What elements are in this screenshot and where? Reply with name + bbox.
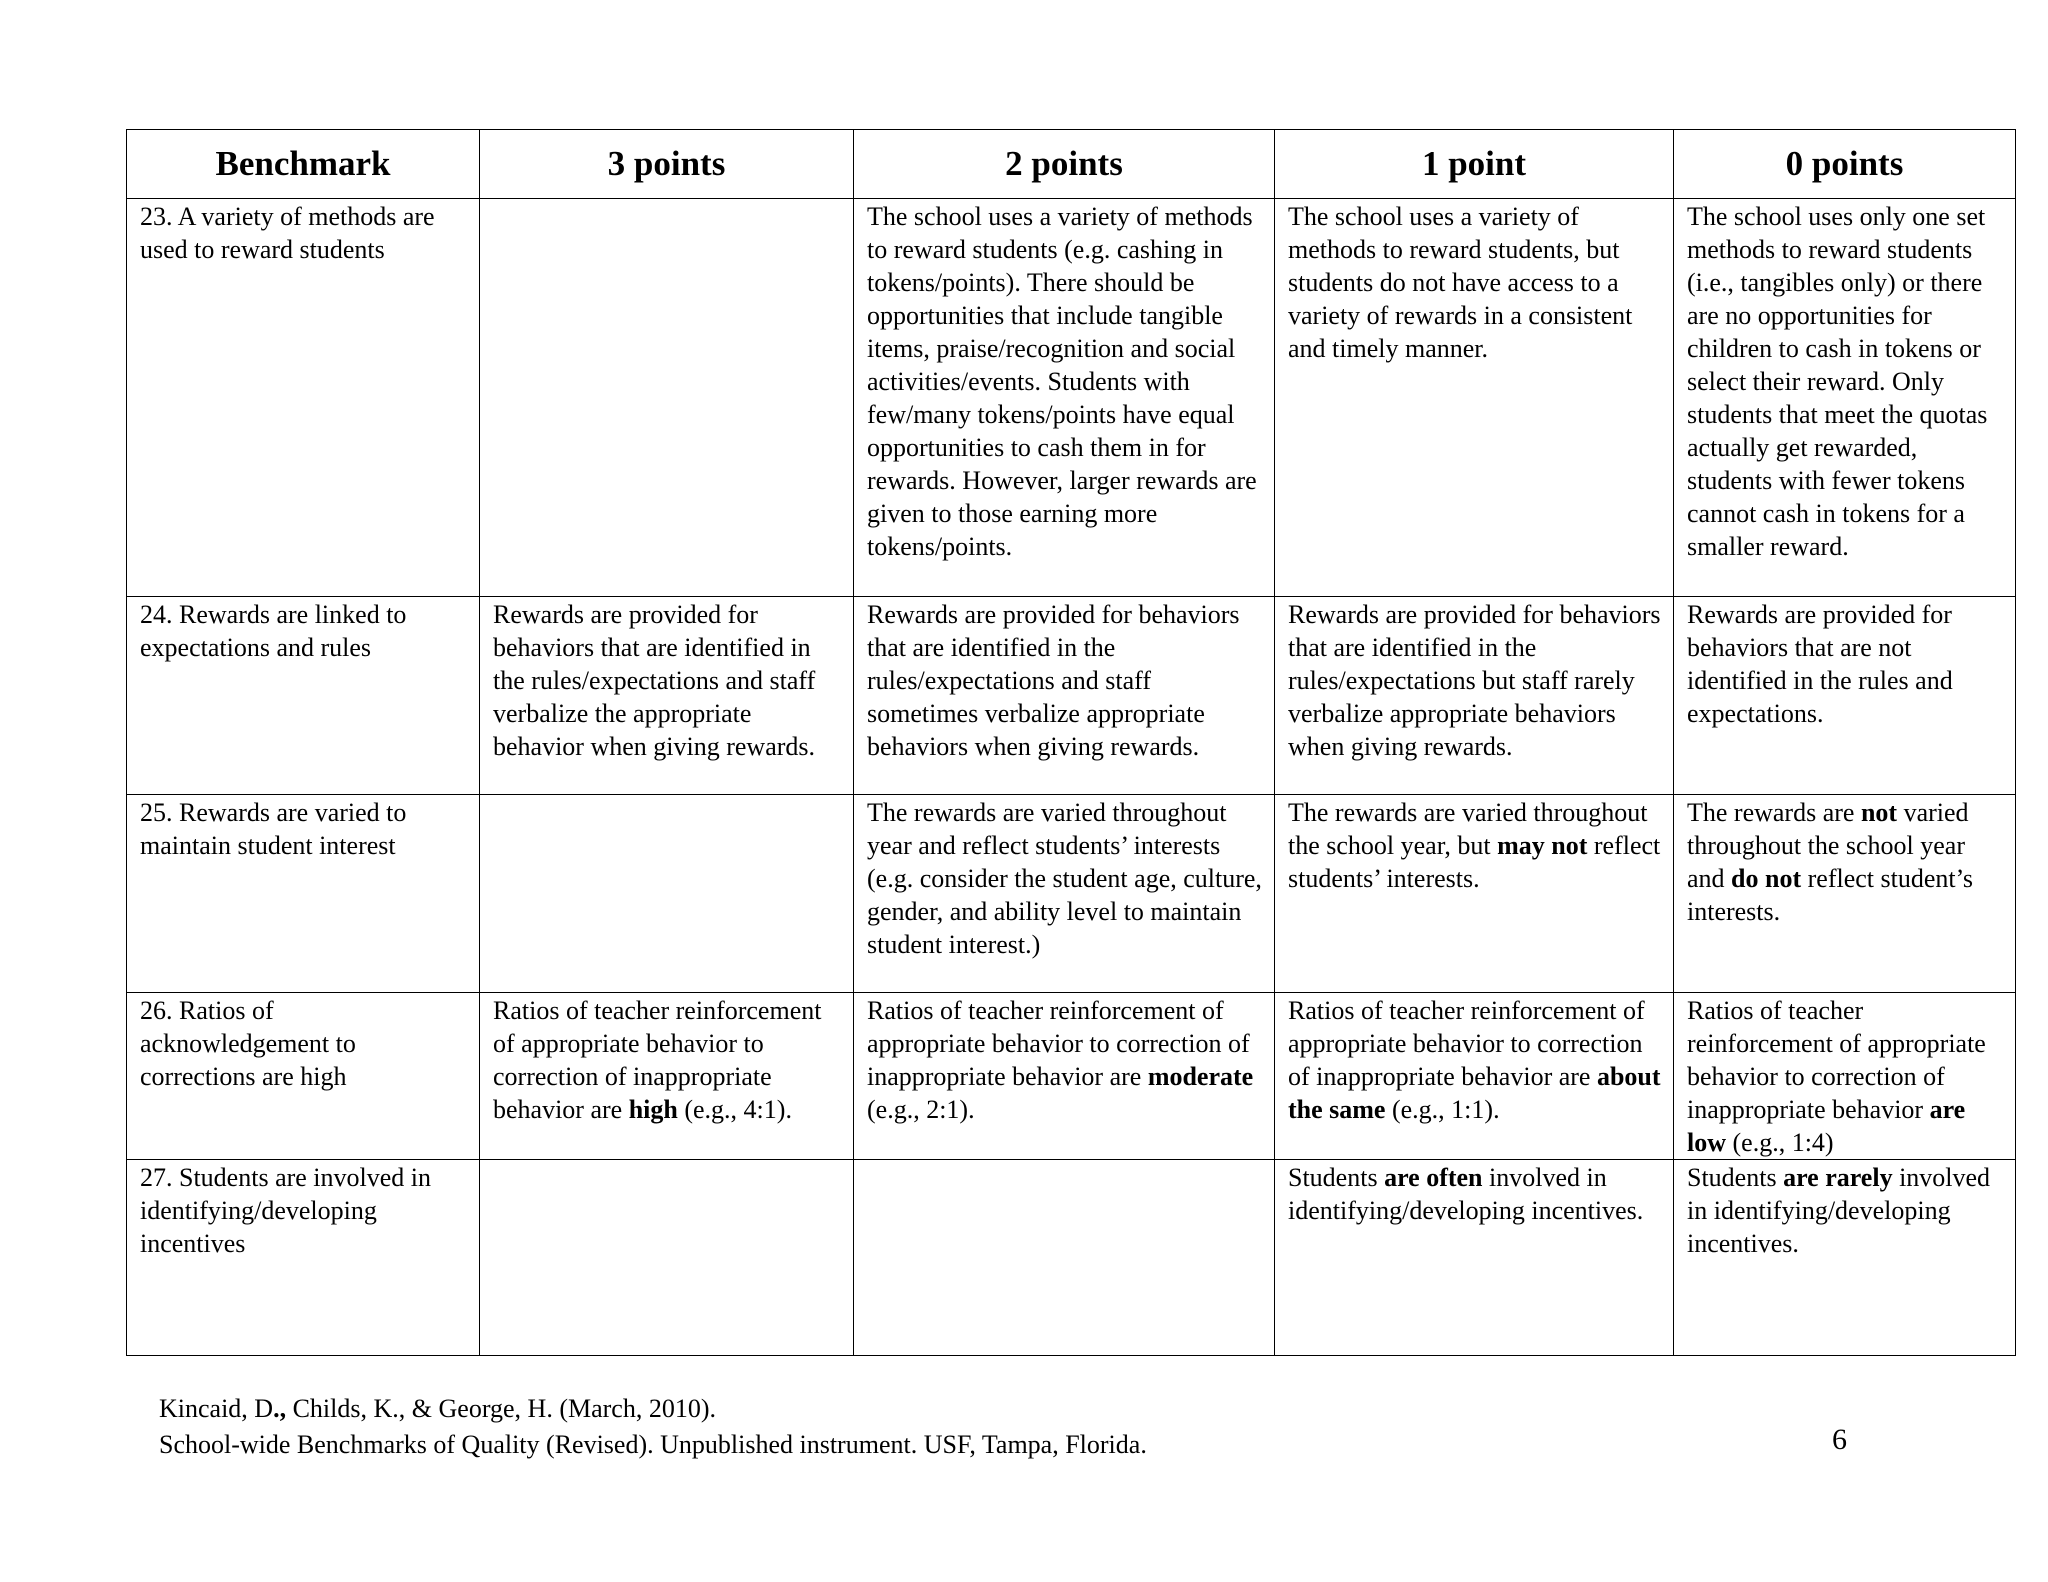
- cell-2-points: [854, 597, 1275, 795]
- cell-benchmark: [127, 199, 480, 597]
- citation-author: Kincaid, D: [159, 1394, 274, 1423]
- header-row: [127, 130, 2016, 199]
- header-3-points: 3 points: [480, 130, 854, 199]
- cell-text: involved in identifying/developing incentives.: [1288, 1163, 1644, 1225]
- cell-0-points: [1674, 1160, 2016, 1356]
- bold-text: not: [1860, 798, 1898, 827]
- header-1-point: 1 point: [1275, 130, 1674, 199]
- cell-text: Rewards are provided for behaviors that are identified in the rules/expectations but staff rarely verbalize appropriate behaviors when giving rewards.: [1288, 600, 1661, 761]
- cell-1-point: [1275, 1160, 1674, 1356]
- cell-3-points: [480, 795, 854, 993]
- citation-punct: .,: [273, 1394, 287, 1423]
- cell-text: Students: [1288, 1163, 1385, 1192]
- cell-text: The school uses only one set methods to reward students (i.e., tangibles only) or there are no opportunities for children to cash in tokens or select their reward. Only students that meet the quotas actually get rewarded, students with fewer tokens cannot cash in tokens for a smaller reward.: [1687, 202, 1988, 561]
- cell-text: (e.g., 1:4): [1726, 1128, 1834, 1157]
- table-row: [127, 795, 2016, 993]
- cell-1-point: [1275, 993, 1674, 1160]
- cell-text: Rewards are provided for behaviors that are identified in the rules/expectations and staff verbalize the appropriate behavior when giving rewards.: [493, 600, 816, 761]
- cell-benchmark: [127, 1160, 480, 1356]
- cell-text: (e.g., 2:1).: [867, 1095, 975, 1124]
- cell-text: The school uses a variety of methods to reward students, but students do not have access to a variety of rewards in a consistent and timely manner.: [1288, 202, 1633, 363]
- table-row: [127, 993, 2016, 1160]
- cell-text: Ratios of teacher reinforcement of appropriate behavior to correction of inappropriate behavior are: [493, 996, 822, 1124]
- cell-3-points: [480, 199, 854, 597]
- cell-text: Ratios of teacher reinforcement of appropriate behavior to correction of inappropriate behavior are: [867, 996, 1250, 1091]
- cell-benchmark: [127, 993, 480, 1160]
- bold-text: are rarely: [1783, 1163, 1893, 1192]
- cell-0-points: [1674, 199, 2016, 597]
- citation-rest: Childs, K., & George, H. (March, 2010).: [286, 1394, 716, 1423]
- cell-text: (e.g., 1:1).: [1385, 1095, 1500, 1124]
- cell-text: involved in identifying/developing incentives.: [1687, 1163, 1991, 1258]
- cell-text: Students: [1687, 1163, 1784, 1192]
- cell-text: 27. Students are involved in identifying/developing incentives: [140, 1163, 432, 1258]
- cell-text: 25. Rewards are varied to maintain student interest: [140, 798, 407, 860]
- citation: [159, 1391, 1147, 1463]
- cell-text: Ratios of teacher reinforcement of appropriate behavior to correction of inappropriate behavior: [1687, 996, 1986, 1124]
- cell-text: 23. A variety of methods are used to reward students: [140, 202, 435, 264]
- cell-2-points: [854, 993, 1275, 1160]
- cell-2-points: [854, 1160, 1275, 1356]
- cell-text: varied throughout the school year and: [1687, 798, 1969, 893]
- cell-0-points: [1674, 993, 2016, 1160]
- cell-text: The rewards are: [1687, 798, 1861, 827]
- cell-2-points: [854, 199, 1275, 597]
- cell-text: The school uses a variety of methods to reward students (e.g. cashing in tokens/points). There should be opportunities that include tangible items, praise/recognition and social activities/events. Students with few/many tokens/points have equal opportunities to cash them in for rewards. However, larger rewards are given to those earning more tokens/points.: [867, 202, 1257, 561]
- cell-benchmark: [127, 597, 480, 795]
- bold-text: are often: [1384, 1163, 1483, 1192]
- cell-3-points: [480, 993, 854, 1160]
- cell-text: The rewards are varied throughout year and reflect students’ interests (e.g. consider the student age, culture, gender, and ability level to maintain student interest.): [867, 798, 1262, 959]
- bold-text: may not: [1497, 831, 1588, 860]
- cell-0-points: [1674, 795, 2016, 993]
- page-number: 6: [1832, 1423, 1847, 1456]
- table-row: [127, 597, 2016, 795]
- bold-text: are low: [1687, 1095, 1966, 1157]
- cell-text: reflect students’ interests.: [1288, 831, 1661, 893]
- cell-text: (e.g., 4:1).: [677, 1095, 792, 1124]
- cell-1-point: [1275, 597, 1674, 795]
- citation-line-1: [159, 1391, 1147, 1427]
- bold-text: moderate: [1147, 1062, 1254, 1091]
- cell-text: Rewards are provided for behaviors that are identified in the rules/expectations and staff sometimes verbalize appropriate behaviors when giving rewards.: [867, 600, 1240, 761]
- cell-text: 26. Ratios of acknowledgement to corrections are high: [140, 996, 356, 1091]
- cell-1-point: [1275, 199, 1674, 597]
- header-2-points: 2 points: [854, 130, 1275, 199]
- bold-text: do not: [1731, 864, 1802, 893]
- cell-text: Ratios of teacher reinforcement of appropriate behavior to correction of inappropriate behavior are: [1288, 996, 1645, 1091]
- cell-text: Rewards are provided for behaviors that are not identified in the rules and expectations.: [1687, 600, 1953, 728]
- table-row: [127, 1160, 2016, 1356]
- cell-3-points: [480, 597, 854, 795]
- cell-text: 24. Rewards are linked to expectations and rules: [140, 600, 407, 662]
- cell-text: reflect student’s interests.: [1687, 864, 1973, 926]
- bold-text: about the same: [1288, 1062, 1661, 1124]
- cell-text: The rewards are varied throughout the school year, but: [1288, 798, 1648, 860]
- cell-3-points: [480, 1160, 854, 1356]
- cell-0-points: [1674, 597, 2016, 795]
- table-row: [127, 199, 2016, 597]
- rubric-table: [126, 129, 2016, 1356]
- header-0-points: 0 points: [1674, 130, 2016, 199]
- cell-1-point: [1275, 795, 1674, 993]
- header-benchmark: Benchmark: [127, 130, 480, 199]
- cell-benchmark: [127, 795, 480, 993]
- bold-text: high: [628, 1095, 678, 1124]
- cell-2-points: [854, 795, 1275, 993]
- citation-line-2: School-wide Benchmarks of Quality (Revised). Unpublished instrument. USF, Tampa, Florida.: [159, 1430, 1147, 1459]
